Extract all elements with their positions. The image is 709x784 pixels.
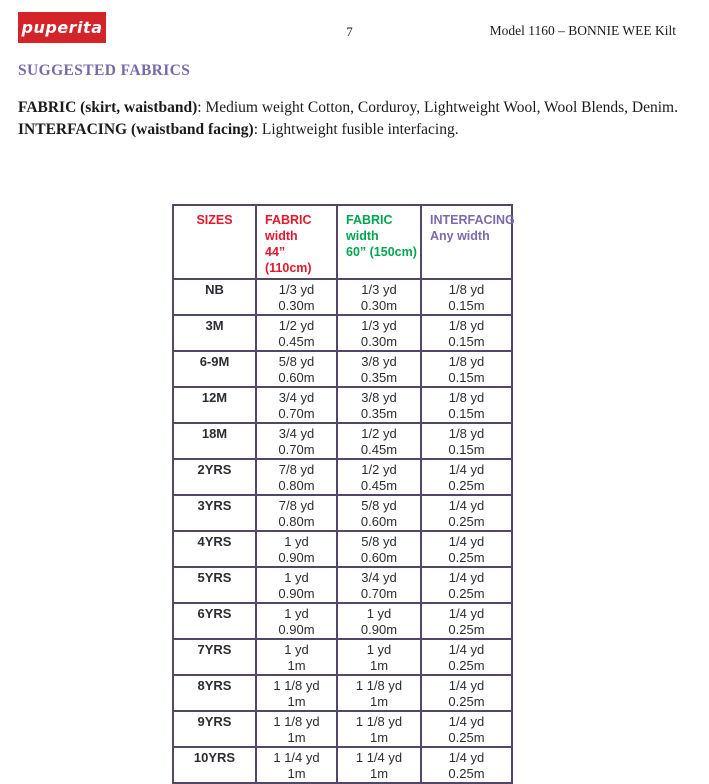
size-cell: 6YRS (173, 603, 256, 639)
fabric-60-cell: 1 1/8 yd 1m (337, 711, 421, 747)
fabric-44-cell: 1/3 yd 0.30m (256, 279, 337, 315)
fabric-44-cell: 1/2 yd 0.45m (256, 315, 337, 351)
fabric-60-cell: 1 yd 1m (337, 639, 421, 675)
size-cell: 5YRS (173, 567, 256, 603)
size-cell: 12M (173, 387, 256, 423)
fabric-44-cell: 1 yd 0.90m (256, 603, 337, 639)
interfacing-cell: 1/4 yd 0.25m (421, 459, 512, 495)
fabric-44-cell: 1 1/8 yd 1m (256, 675, 337, 711)
interfacing-cell: 1/4 yd 0.25m (421, 531, 512, 567)
fabric-44-cell: 7/8 yd 0.80m (256, 495, 337, 531)
fabric-60-cell: 1/2 yd 0.45m (337, 459, 421, 495)
table-row (173, 531, 512, 567)
table-row (173, 423, 512, 459)
table-row (173, 279, 512, 315)
fabric-44-cell: 3/4 yd 0.70m (256, 387, 337, 423)
fabric-44-cell: 1 1/4 yd 1m (256, 747, 337, 783)
column-header-sizes: SIZES (173, 205, 256, 279)
size-cell: 18M (173, 423, 256, 459)
fabric-60-cell: 5/8 yd 0.60m (337, 495, 421, 531)
interfacing-label: INTERFACING (waistband facing) (18, 121, 254, 138)
table-body (173, 279, 512, 783)
column-header-interfacing: INTERFACING Any width (421, 205, 512, 279)
size-cell: 6-9M (173, 351, 256, 387)
table-row (173, 315, 512, 351)
puperita-logo: puperita (18, 12, 106, 43)
size-cell: 4YRS (173, 531, 256, 567)
interfacing-text: : Lightweight fusible interfacing. (253, 121, 459, 138)
column-header-fabric-44: FABRIC width 44” (110cm) (256, 205, 337, 279)
table-row (173, 459, 512, 495)
fabric-text: : Medium weight Cotton, Corduroy, Lightweight Wool, Wool Blends, Denim. (197, 99, 678, 116)
fabric-60-cell: 3/4 yd 0.70m (337, 567, 421, 603)
table-row (173, 603, 512, 639)
table-row (173, 351, 512, 387)
fabric-label: FABRIC (skirt, waistband) (18, 99, 198, 116)
fabric-requirements-table (172, 204, 513, 784)
fabric-60-cell: 3/8 yd 0.35m (337, 387, 421, 423)
interfacing-cell: 1/4 yd 0.25m (421, 495, 512, 531)
fabric-60-cell: 1 1/4 yd 1m (337, 747, 421, 783)
table-row (173, 495, 512, 531)
interfacing-cell: 1/4 yd 0.25m (421, 603, 512, 639)
fabric-44-cell: 7/8 yd 0.80m (256, 459, 337, 495)
size-cell: NB (173, 279, 256, 315)
interfacing-cell: 1/4 yd 0.25m (421, 747, 512, 783)
page-number: 7 (346, 24, 353, 39)
interfacing-cell: 1/4 yd 0.25m (421, 675, 512, 711)
fabric-60-cell: 1/3 yd 0.30m (337, 279, 421, 315)
size-cell: 3YRS (173, 495, 256, 531)
table-row (173, 567, 512, 603)
fabric-60-cell: 1/2 yd 0.45m (337, 423, 421, 459)
table-header-row (173, 205, 512, 279)
table-row (173, 747, 512, 783)
fabric-44-cell: 3/4 yd 0.70m (256, 423, 337, 459)
table-row (173, 387, 512, 423)
column-header-fabric-60: FABRIC width 60” (150cm) (337, 205, 421, 279)
size-cell: 7YRS (173, 639, 256, 675)
table-row (173, 639, 512, 675)
fabric-60-cell: 1 1/8 yd 1m (337, 675, 421, 711)
interfacing-cell: 1/8 yd 0.15m (421, 279, 512, 315)
fabric-44-cell: 1 1/8 yd 1m (256, 711, 337, 747)
interfacing-cell: 1/4 yd 0.25m (421, 711, 512, 747)
size-cell: 8YRS (173, 675, 256, 711)
fabric-44-cell: 5/8 yd 0.60m (256, 351, 337, 387)
size-cell: 2YRS (173, 459, 256, 495)
size-cell: 3M (173, 315, 256, 351)
interfacing-cell: 1/8 yd 0.15m (421, 351, 512, 387)
fabric-44-cell: 1 yd 1m (256, 639, 337, 675)
interfacing-cell: 1/8 yd 0.15m (421, 423, 512, 459)
interfacing-cell: 1/8 yd 0.15m (421, 315, 512, 351)
fabric-60-cell: 3/8 yd 0.35m (337, 351, 421, 387)
size-cell: 10YRS (173, 747, 256, 783)
interfacing-cell: 1/4 yd 0.25m (421, 567, 512, 603)
fabric-44-cell: 1 yd 0.90m (256, 567, 337, 603)
size-cell: 9YRS (173, 711, 256, 747)
section-heading: SUGGESTED FABRICS (18, 62, 191, 79)
fabric-60-cell: 5/8 yd 0.60m (337, 531, 421, 567)
fabric-44-cell: 1 yd 0.90m (256, 531, 337, 567)
interfacing-cell: 1/8 yd 0.15m (421, 387, 512, 423)
table-row (173, 675, 512, 711)
fabric-notes (18, 97, 684, 141)
table-row (173, 711, 512, 747)
fabric-60-cell: 1 yd 0.90m (337, 603, 421, 639)
fabric-60-cell: 1/3 yd 0.30m (337, 315, 421, 351)
document-title: Model 1160 – BONNIE WEE Kilt (489, 23, 676, 38)
interfacing-cell: 1/4 yd 0.25m (421, 639, 512, 675)
